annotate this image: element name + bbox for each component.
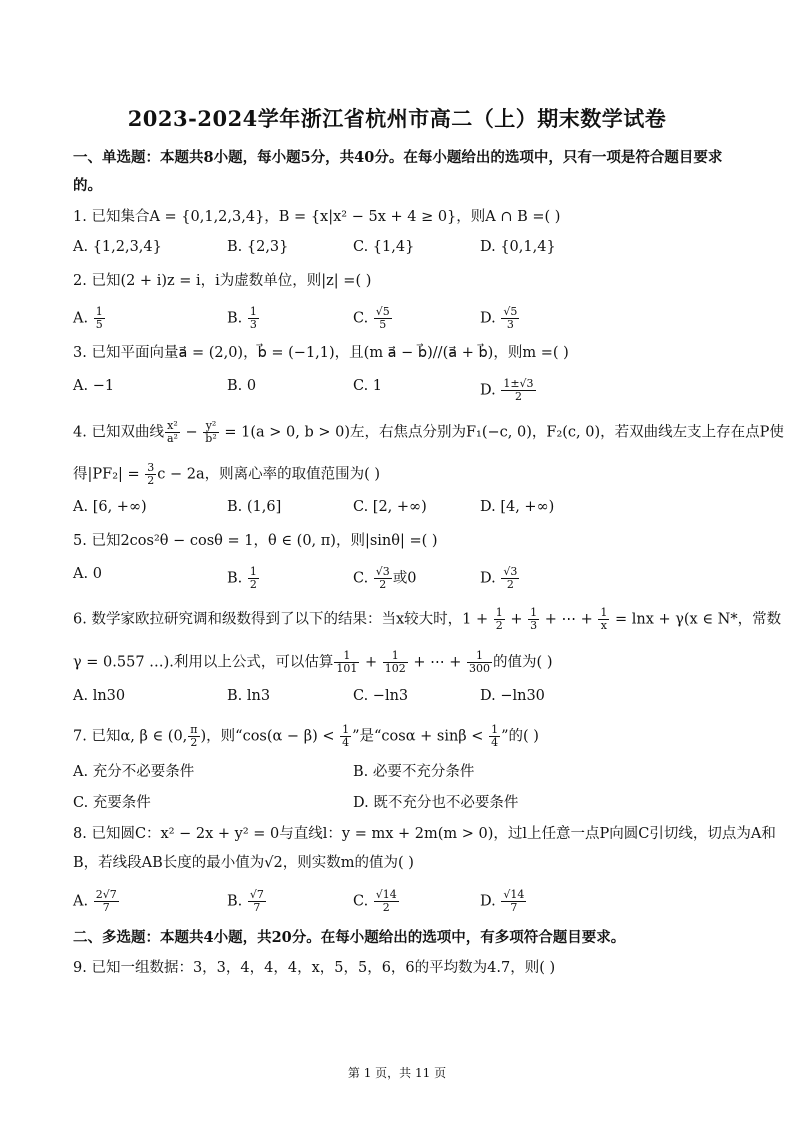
question-7-options-row1 [73, 760, 723, 782]
option-c: C. 1 [353, 378, 383, 394]
option-a: A. 0 [73, 566, 102, 582]
question-7-stem: 7. 已知α, β ∈ (0, $\frac{\pi}{2}$ )，则“cos(α − β) < $\frac{1}{4}$ ”是“cosα + sinβ < $\frac{1}{4}$ ”的( ) [73, 723, 539, 749]
option-d: D. [4, +∞) [480, 499, 555, 515]
option-b: B. $\frac{√7}{7}$ [227, 888, 264, 914]
option-b: B. {2,3} [227, 239, 289, 255]
option-d: D. {0,1,4} [480, 239, 556, 255]
option-a: A. [6, +∞) [73, 499, 147, 515]
question-6-options [73, 688, 723, 710]
question-6-stem: 6. 数学家欧拉研究调和级数得到了以下的结果：当x较大时，1 + $\frac{1}{2}$ + $\frac{1}{3}$ + ⋯ + $\frac{1}{x}$ = lnx + γ(x ∈ N*，常数 [73, 606, 782, 632]
question-3-options [73, 377, 723, 403]
question-5-options [73, 565, 723, 591]
option-c: C. $\frac{√5}{5}$ [353, 305, 390, 331]
option-c: C. {1,4} [353, 239, 415, 255]
option-b: B. $\frac{1}{2}$ [227, 565, 257, 591]
option-d: D. $\frac{1\pm√3}{2}$ [480, 377, 534, 403]
option-c: C. $\frac{√3}{2}$ 或0 [353, 565, 417, 591]
question-4-stem-cont: 得|PF₂| = $\frac{3}{2}$ c − 2a，则离心率的取值范围为( ) [73, 461, 381, 487]
option-d: D. −ln30 [480, 688, 545, 704]
question-8-stem-cont: B，若线段AB长度的最小值为√2，则实数m的值为( ) [73, 855, 414, 871]
section-1-heading: 一、单选题：本题共8小题，每小题5分，共40分。在每小题给出的选项中，只有一项是符合题目要求 [73, 149, 723, 166]
question-7-options-row2 [73, 791, 723, 813]
option-a: A. ln30 [73, 688, 126, 704]
option-b: B. 0 [227, 378, 257, 394]
section-2-heading: 二、多选题：本题共4小题，共20分。在每小题给出的选项中，有多项符合题目要求。 [73, 929, 626, 946]
page-title: 2023-2024学年浙江省杭州市高二（上）期末数学试卷 [127, 106, 667, 131]
option-d: D. $\frac{√3}{2}$ [480, 565, 518, 591]
option-c: C. −ln3 [353, 688, 409, 704]
option-d: D. 既不充分也不必要条件 [353, 795, 519, 811]
question-3-stem: 3. 已知平面向量a⃗ = (2,0)，b⃗ = (−1,1)，且(m a⃗ − b⃗)//(a⃗ + b⃗)，则m =( ) [73, 345, 569, 361]
question-8-stem: 8. 已知圆C：x² − 2x + y² = 0与直线l：y = mx + 2m(m > 0)，过l上任意一点P向圆C引切线，切点为A和 [73, 826, 776, 842]
question-5-stem: 5. 已知2cos²θ − cosθ = 1，θ ∈ (0, π)，则|sinθ| =( ) [73, 533, 438, 549]
page-footer: 第 1 页，共 11 页 [347, 1066, 447, 1080]
option-a: A. $\frac{1}{5}$ [73, 305, 103, 331]
question-4-stem: 4. 已知双曲线 $\frac{\text{x²}}{\text{a²}}$ − $\frac{\text{y²}}{\text{b²}}$ = 1(a > 0, b > 0)左，右焦点分别为F₁(−c, 0)，F₂(c, 0)，若双曲线左支上存在点P使 [73, 419, 784, 445]
option-c: C. $\frac{√14}{2}$ [353, 888, 397, 914]
option-b: B. $\frac{1}{3}$ [227, 305, 257, 331]
question-8-options [73, 888, 723, 914]
option-c: C. [2, +∞) [353, 499, 427, 515]
option-b: B. 必要不充分条件 [353, 764, 475, 780]
option-b: B. (1,6] [227, 499, 282, 515]
option-a: A. 充分不必要条件 [73, 764, 195, 780]
question-4-options [73, 499, 723, 521]
option-c: C. 充要条件 [73, 795, 151, 811]
option-a: A. {1,2,3,4} [73, 239, 162, 255]
question-2-options [73, 305, 723, 331]
option-b: B. ln3 [227, 688, 271, 704]
option-d: D. $\frac{√14}{7}$ [480, 888, 525, 914]
option-d: D. $\frac{√5}{3}$ [480, 305, 518, 331]
option-a: A. $\frac{2√7}{7}$ [73, 888, 117, 914]
section-1-heading-cont: 的。 [73, 177, 102, 194]
question-6-stem-cont: γ = 0.557 …).利用以上公式，可以估算 $\frac{1}{101}$ + $\frac{1}{102}$ + ⋯ + $\frac{1}{300}$ 的值为( ) [73, 649, 553, 675]
question-1-options [73, 239, 723, 261]
question-9-stem: 9. 已知一组数据：3，3，4，4，4，x，5，5，6，6的平均数为4.7，则( ) [73, 960, 556, 976]
question-2-stem: 2. 已知(2 + i)z = i，i为虚数单位，则|z| =( ) [73, 273, 372, 289]
option-a: A. −1 [73, 378, 115, 394]
question-1-stem: 1. 已知集合A = {0,1,2,3,4}，B = {x|x² − 5x + 4 ≥ 0}，则A ∩ B =( ) [73, 209, 561, 225]
